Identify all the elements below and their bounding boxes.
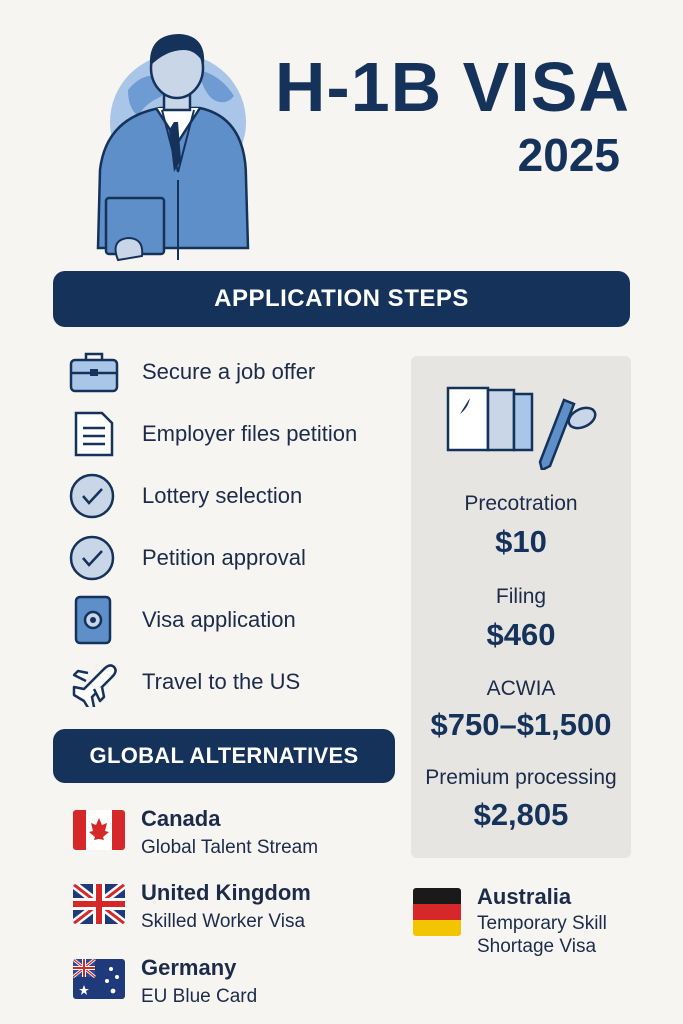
alternative-item	[413, 884, 647, 959]
passport-icon	[68, 595, 124, 645]
airplane-icon	[68, 657, 124, 707]
page-title: H-1B VISA	[274, 48, 630, 126]
alternative-item	[73, 955, 257, 1009]
step-item	[68, 347, 315, 397]
step-item	[68, 471, 302, 521]
country-name: Australia	[477, 884, 572, 909]
check-circle-icon	[68, 471, 124, 521]
fee-label: Precotration	[464, 492, 578, 515]
fee-label: Filing	[495, 585, 547, 608]
step-label: Visa application	[142, 607, 296, 632]
page-year: 2025	[517, 129, 620, 181]
step-label: Employer files petition	[142, 421, 358, 446]
fee-label: ACWIA	[486, 677, 556, 700]
alternative-item	[73, 806, 318, 860]
country-name: Canada	[141, 806, 221, 831]
alternative-item	[73, 880, 311, 934]
step-item	[68, 533, 306, 583]
document-icon	[68, 409, 124, 459]
step-item	[68, 595, 296, 645]
check-circle-icon	[68, 533, 124, 583]
program-name: EU Blue Card	[141, 986, 258, 1008]
documents-pen-icon	[444, 384, 600, 470]
program-name: Temporary Skill Shortage Visa	[477, 913, 607, 958]
germany-flag	[413, 888, 461, 936]
fee-amount: $750–$1,500	[430, 707, 612, 742]
country-name: United Kingdom	[141, 880, 311, 905]
fee-amount: $2,805	[473, 797, 569, 832]
step-label: Travel to the US	[142, 669, 301, 694]
step-label: Petition approval	[142, 545, 306, 570]
step-label: Secure a job offer	[142, 359, 316, 384]
businessman-illustration	[78, 30, 253, 265]
fee-amount: $460	[486, 617, 556, 652]
application-steps-heading: APPLICATION STEPS	[53, 271, 630, 327]
step-item	[68, 409, 357, 459]
global-alternatives-heading: GLOBAL ALTERNATIVES	[53, 729, 395, 783]
uk-flag	[73, 884, 125, 924]
program-name: Global Talent Stream	[141, 837, 319, 859]
australia-flag	[73, 959, 125, 999]
canada-flag	[73, 810, 125, 850]
fee-amount: $10	[495, 524, 547, 559]
briefcase-icon	[68, 347, 124, 397]
program-name: Skilled Worker Visa	[141, 911, 306, 933]
step-item	[68, 657, 300, 707]
country-name: Germany	[141, 955, 237, 980]
step-label: Lottery selection	[142, 483, 303, 508]
fee-label: Premium processing	[425, 766, 617, 789]
